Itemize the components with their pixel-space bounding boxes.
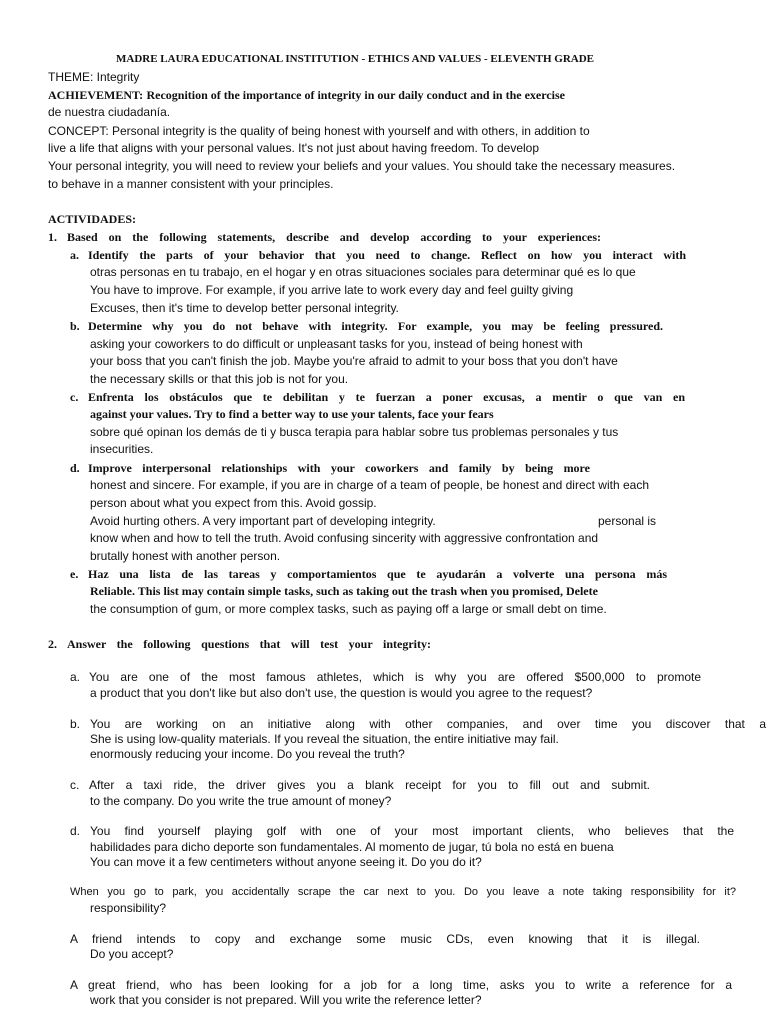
item-1b-line: your boss that you can't finish the job. Maybe you're afraid to admit to your boss that you don't have (90, 354, 618, 368)
item-1a-line: Excuses, then it's time to develop better personal integrity. (90, 301, 399, 315)
item-1c-heading: Enfrenta los obstáculos que te debilitan y te fuerzan a poner excusas, a mentir o que van en (88, 390, 685, 404)
item-1e-letter: e. (70, 567, 79, 581)
item-1d-line: person about what you expect from this. Avoid gossip. (90, 496, 377, 510)
question-great-friend-cont: work that you consider is not prepared. Will you write the reference letter? (90, 993, 482, 1007)
item-2d-line: habilidades para dicho deporte son fundamentales. Al momento de jugar, tú bola no está en buena (90, 840, 614, 854)
item-2a-line: a product that you don't like but also don't use, the question is would you agree to the request? (90, 686, 593, 700)
item-1c-letter: c. (70, 390, 79, 404)
item-2c-letter: c. (70, 778, 80, 792)
item-1e-line: the consumption of gum, or more complex tasks, such as paying off a large or small debt on time. (90, 602, 607, 616)
question-park-cont: responsibility? (90, 901, 167, 915)
item-2b-line: enormously reducing your income. Do you reveal the truth? (90, 747, 405, 761)
item-2a-line: You are one of the most famous athletes, which is why you are offered $500,000 to promote (89, 670, 701, 684)
item-1c-heading-cont: against your values. Try to find a better way to use your talents, face your fears (90, 407, 494, 421)
achievement-line (48, 87, 565, 104)
item-2a-letter: a. (70, 670, 81, 684)
question-park: When you go to park, you accidentally scrape the car next to you. Do you leave a note taking responsibility for it? (70, 886, 736, 898)
item-2b-line: You are working on an initiative along with other companies, and over time you discover that a (90, 717, 766, 731)
question-friend: A friend intends to copy and exchange some music CDs, even knowing that it is illegal. (70, 932, 700, 946)
question-1-text: Based on the following statements, describe and develop according to your experiences: (67, 230, 601, 244)
item-1a-heading: Identify the parts of your behavior that you need to change. Reflect on how you interact with (88, 248, 686, 262)
document-title: MADRE LAURA EDUCATIONAL INSTITUTION - ETHICS AND VALUES - ELEVENTH GRADE (116, 53, 594, 65)
item-1c-line: sobre qué opinan los demás de ti y busca terapia para hablar sobre tus problemas personales y tus (90, 425, 619, 439)
item-1d-line: brutally honest with another person. (90, 549, 281, 563)
item-1d-line: Avoid hurting others. A very important part of developing integrity. (90, 514, 436, 528)
item-1b-letter: b. (70, 319, 80, 333)
concept-line: live a life that aligns with your personal values. It's not just about having freedom. To develop (48, 141, 540, 155)
item-1d-heading: Improve interpersonal relationships with your coworkers and family by being more (88, 461, 590, 475)
item-2d-letter: d. (70, 824, 81, 838)
item-1b-line: the necessary skills or that this job is not for you. (90, 372, 349, 386)
item-1d-line-right: personal is (598, 514, 657, 528)
question-great-friend: A great friend, who has been looking for a job for a long time, asks you to write a reference for a (70, 978, 732, 992)
concept-line: to behave in a manner consistent with your principles. (48, 177, 334, 191)
question-2-number: 2. (48, 637, 57, 651)
item-1b-line: asking your coworkers to do difficult or unpleasant tasks for you, instead of being honest with (90, 337, 583, 351)
item-2c-line: After a taxi ride, the driver gives you a blank receipt for you to fill out and submit. (89, 778, 650, 792)
item-1a-line: otras personas en tu trabajo, en el hogar y en otras situaciones sociales para determinar qué es lo que (90, 265, 636, 279)
item-1a-letter: a. (70, 248, 79, 262)
achievement-label: ACHIEVEMENT: (48, 88, 144, 102)
item-2c-line: to the company. Do you write the true amount of money? (90, 794, 392, 808)
item-2b-line: She is using low-quality materials. If you reveal the situation, the entire initiative may fail. (90, 732, 559, 746)
achievement-text: Recognition of the importance of integrity in our daily conduct and in the exercise (146, 88, 565, 102)
item-1e-heading-cont: Reliable. This list may contain simple tasks, such as taking out the trash when you promised, Delete (90, 584, 598, 598)
question-2-text: Answer the following questions that will test your integrity: (67, 637, 431, 651)
question-1-number: 1. (48, 230, 57, 244)
question-friend-cont: Do you accept? (90, 947, 174, 961)
item-2b-letter: b. (70, 717, 81, 731)
item-2d-line: You find yourself playing golf with one of your most important clients, who believes that the (90, 824, 734, 838)
item-1d-line: know when and how to tell the truth. Avoid confusing sincerity with aggressive confrontation and (90, 531, 599, 545)
theme-line: THEME: Integrity (48, 70, 140, 84)
concept-line: CONCEPT: Personal integrity is the quality of being honest with yourself and with others, in addition to (48, 124, 590, 138)
item-1d-line: honest and sincere. For example, if you are in charge of a team of people, be honest and direct with each (90, 478, 650, 492)
item-1a-line: You have to improve. For example, if you arrive late to work every day and feel guilty giving (90, 283, 574, 297)
item-1c-line: insecurities. (90, 442, 154, 456)
item-1b-heading: Determine why you do not behave with integrity. For example, you may be feeling pressured. (88, 319, 663, 333)
concept-line: Your personal integrity, you will need to review your beliefs and your values. You should take the necessary measures. (48, 159, 676, 173)
activities-heading: ACTIVIDADES: (48, 212, 137, 226)
item-2d-line: You can move it a few centimeters without anyone seeing it. Do you do it? (90, 855, 482, 869)
achievement-continuation: de nuestra ciudadanía. (48, 105, 171, 119)
item-1e-heading: Haz una lista de las tareas y comportamientos que te ayudarán a volverte una persona más (88, 567, 667, 581)
item-1d-letter: d. (70, 461, 80, 475)
